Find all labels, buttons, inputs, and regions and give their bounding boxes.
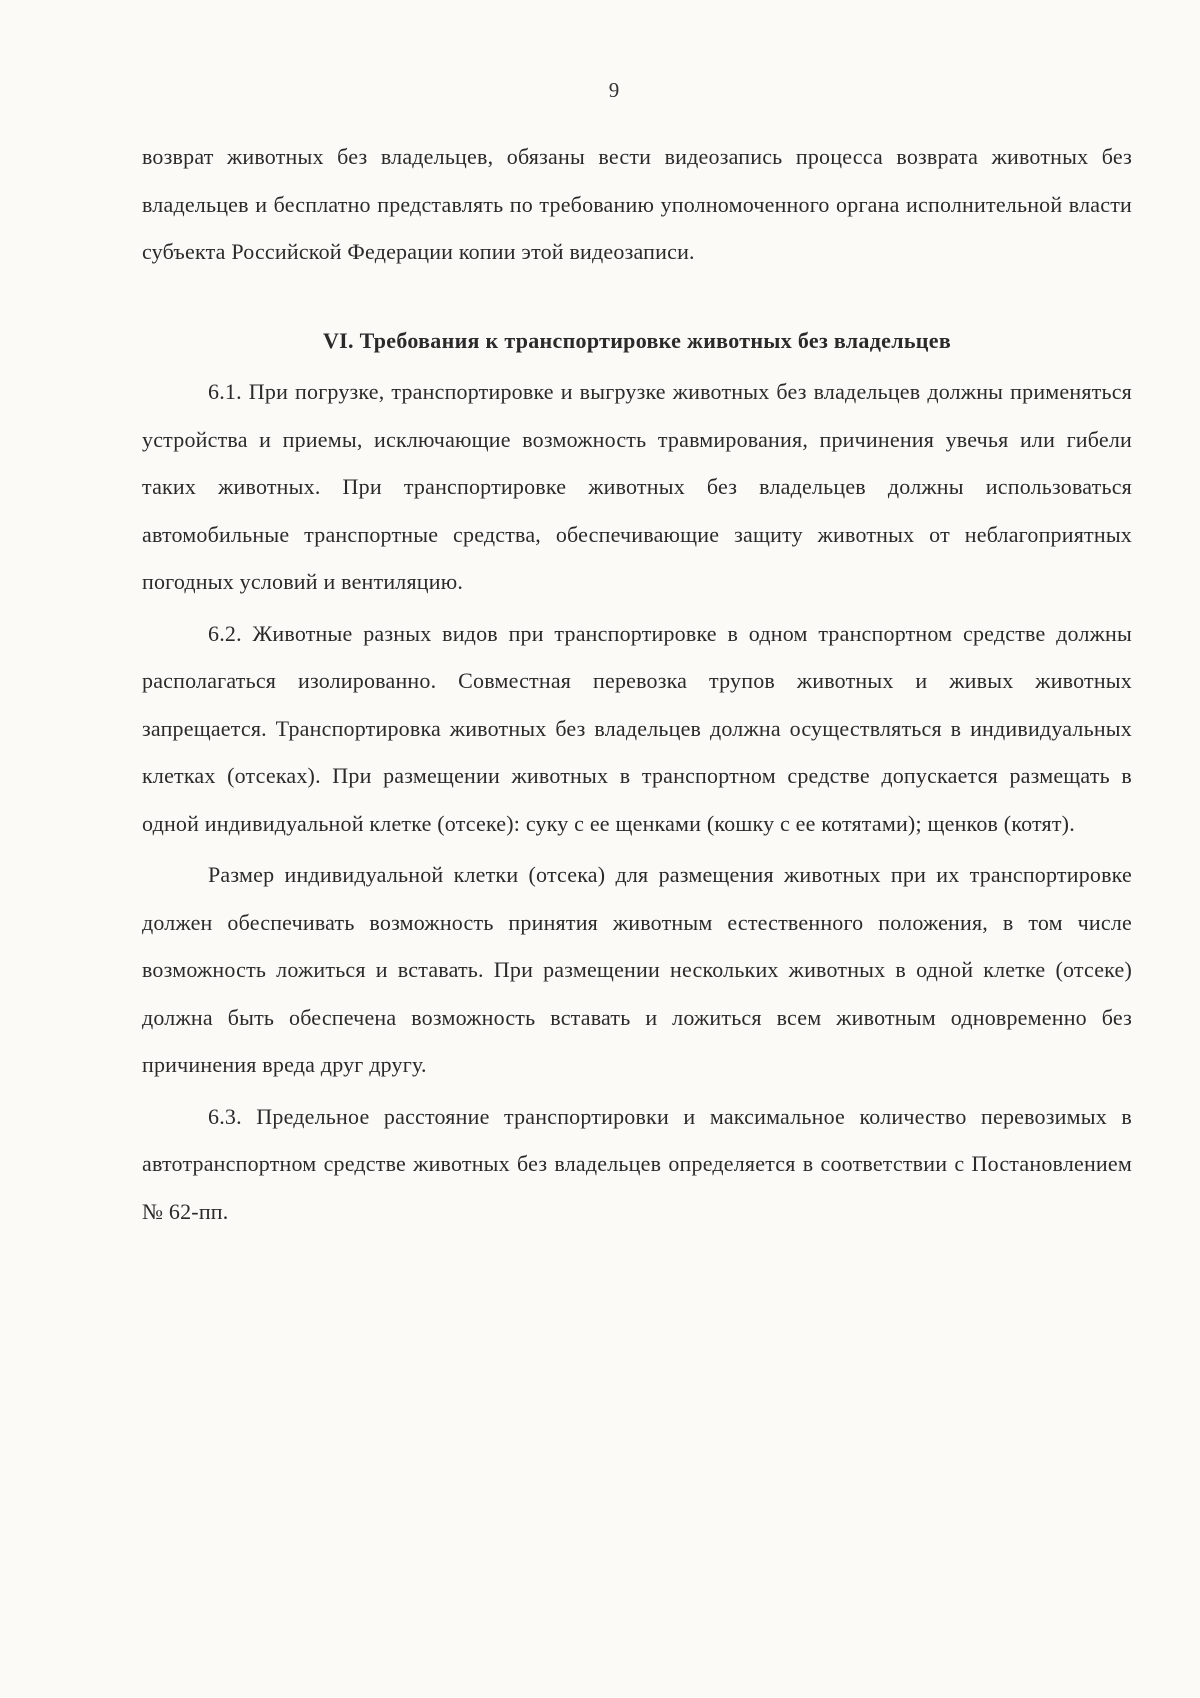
document-body (142, 133, 1132, 1235)
page-number: 9 (608, 78, 620, 102)
continuation-paragraph: возврат животных без владельцев, обязаны вести видеозапись процесса возврата животных без владельцев и бесплатно представлять по требованию уполномоченного органа исполнительной власти субъекта Российской Федерации копии этой видеозаписи. (142, 144, 1132, 264)
section-heading: VI. Требования к транспортировке животных без владельцев (322, 327, 952, 353)
paragraph-cage-size: Размер индивидуальной клетки (отсека) для размещения животных при их транспортировке должен обеспечивать возможность принятия животным естественного положения, в том числе возможность ложиться и вставать. При размещении нескольких животных в одной клетке (отсеке) должна быть обеспечена возможность вставать и ложиться всем животным одновременно без причинения вреда друг другу. (142, 862, 1132, 1077)
paragraph-6-3: 6.3. Предельное расстояние транспортировки и максимальное количество перевозимых в автотранспортном средстве животных без владельцев определяется в соответствии с Постановлением № 62-пп. (142, 1103, 1132, 1224)
paragraph-6-2: 6.2. Животные разных видов при транспортировке в одном транспортном средстве должны располагаться изолированно. Совместная перевозка трупов животных и живых животных запрещается. Транспортировка животных без владельцев должна осуществляться в индивидуальных клетках (отсеках). При размещении животных в транспортном средстве допускается размещать в одной индивидуальной клетке (отсеке): суку с ее щенками (кошку с ее котятами); щенков (котят). (142, 620, 1132, 836)
paragraph-6-1: 6.1. При погрузке, транспортировке и выгрузке животных без владельцев должны применяться устройства и приемы, исключающие возможность травмирования, причинения увечья или гибели таких животных. При транспортировке животных без владельцев должны использоваться автомобильные транспортные средства, обеспечивающие защиту животных от неблагоприятных погодных условий и вентиляцию. (142, 379, 1132, 594)
